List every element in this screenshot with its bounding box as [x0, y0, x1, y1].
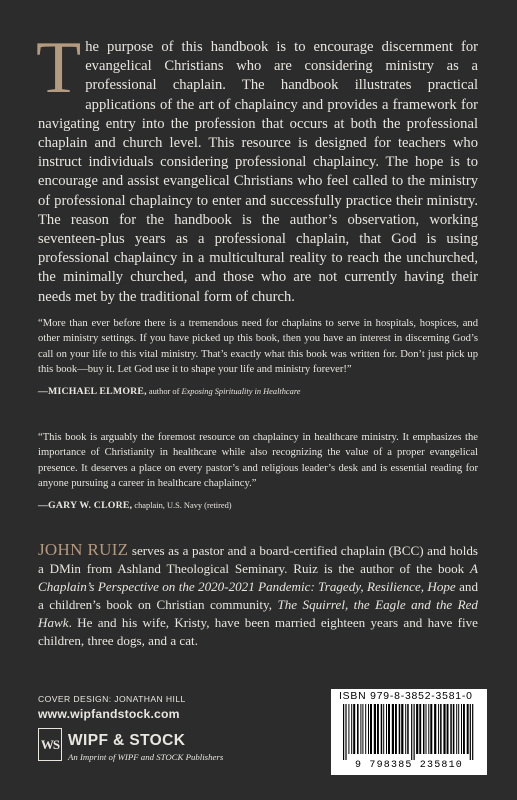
bio-book-2: The Squirrel, the Eagle and the Red Hawk — [38, 597, 478, 631]
endorsement-2-attribution — [38, 498, 478, 513]
barcode-bar — [399, 704, 401, 754]
barcode-bar — [381, 704, 383, 754]
barcode-bar — [383, 704, 384, 754]
endorsement-2-quote: “This book is arguably the foremost resource on chaplaincy in healthcare ministry. It emphasizes the importance of Christianity in healthcare while also recognizing the value of a proper evangelical presence. It deserves a place on every pastor’s and religious leader’s desk and is essential reading for anyone pursuing a career in healthcare chaplaincy.” — [38, 432, 478, 490]
barcode-bar — [345, 704, 346, 760]
barcode-bar — [416, 704, 418, 754]
barcode-bar — [405, 704, 406, 754]
endorsement-1-quote: “More than ever before there is a tremendous need for chaplains to serve in hospitals, hospices, and other ministry settings. If you have picked up this book, then you have an interest in discerning God’s call on your life to this vital ministry. That’s exactly what this book was written for. Don’t just pick up this book—buy it. Let God use it to shape your life and ministry forever!” — [38, 318, 478, 376]
endorsement-2-name: —GARY W. CLORE, — [38, 499, 133, 511]
barcode-bar — [414, 704, 415, 760]
barcode-bar — [377, 704, 379, 754]
bio-text-1: serves as a pastor and a board-certified chaplain (BCC) and holds a DMin from Ashland Theological Seminary. Ruiz is the author of the book — [38, 543, 478, 577]
isbn-label: ISBN 979-8-3852-3581-0 — [339, 691, 473, 702]
barcode-bar — [428, 704, 429, 754]
barcode-bar — [443, 704, 445, 754]
barcode-bar — [374, 704, 376, 754]
description-text: he purpose of this handbook is to encourage discernment for evangelical Christians who are considering ministry as a professional chaplain. The handbook illustrates practical applications of the art of chaplaincy and provides a framework for navigating entry into the profession that occurs at both the professional chaplain and church level. This resource is designed for teachers who instruct individuals considering professional chaplaincy. The hope is to encourage and assist evangelical Christians who feel called to the ministry of professional chaplaincy to enter and successfully practice their ministry. The reason for the handbook is the author’s observation, working seventeen-plus years as a professional chaplain, that God is using professional chaplaincy in a multicultural reality to reach the unchurched, the minimally churched, and those who are not currently having their needs met by the traditional form of church. — [38, 39, 478, 305]
barcode-bar — [353, 704, 355, 754]
barcode-bar — [423, 704, 425, 754]
endorsement-1 — [38, 316, 478, 399]
barcode-bar — [450, 704, 452, 754]
author-bio — [38, 541, 478, 651]
barcode-bar — [386, 704, 387, 754]
publisher-name: WIPF & STOCK — [68, 732, 186, 749]
barcode-bar — [343, 704, 344, 760]
barcode-bar — [401, 704, 403, 754]
barcode-bar — [392, 704, 394, 754]
author-name: JOHN RUIZ — [38, 540, 129, 559]
endorsement-1-name: —MICHAEL ELMORE, — [38, 385, 147, 397]
barcode-bar — [348, 704, 349, 754]
barcode-digits: 9 798385 235810 — [354, 760, 463, 771]
barcode-bar — [453, 704, 455, 754]
barcode-bar — [388, 704, 390, 754]
description-paragraph — [36, 27, 478, 307]
barcode-bar — [463, 704, 465, 754]
bio-text-2: and a children’s book on Christian community, — [38, 579, 478, 613]
barcode-bar — [434, 704, 436, 754]
barcode-bar — [368, 704, 369, 754]
barcode-bar — [461, 704, 462, 754]
barcode-bar — [395, 704, 397, 754]
barcode-bar — [351, 704, 352, 754]
barcode-bar — [407, 704, 409, 754]
barcode — [331, 689, 487, 775]
barcode-bars-icon — [343, 704, 475, 760]
barcode-bar — [440, 704, 442, 754]
barcode-bar — [472, 704, 473, 760]
barcode-bar — [430, 704, 432, 754]
drop-cap: T — [36, 27, 82, 109]
barcode-bar — [438, 704, 439, 754]
barcode-bar — [419, 704, 421, 754]
barcode-bar — [411, 704, 412, 760]
barcode-bar — [357, 704, 359, 754]
publisher-logo-icon — [38, 728, 62, 761]
logo-letters: WS — [40, 736, 60, 752]
endorsement-2-role: chaplain, U.S. Navy (retired) — [132, 500, 232, 510]
barcode-bar — [362, 704, 363, 754]
barcode-bar — [456, 704, 457, 754]
publisher-imprint: An Imprint of WIPF and STOCK Publishers — [68, 752, 224, 762]
endorsement-1-attribution — [38, 384, 478, 399]
barcode-bar — [447, 704, 449, 754]
barcode-bar — [370, 704, 372, 754]
barcode-bar — [365, 704, 366, 754]
cover-design-credit: COVER DESIGN: JONATHAN HILL — [38, 694, 186, 704]
publisher-website[interactable]: www.wipfandstock.com — [38, 707, 180, 721]
endorsement-1-role: author of — [146, 386, 182, 396]
bio-book-1: A Chaplain’s Perspective on the 2020-2021 Pandemic: Tragedy, Resilience, Hope — [38, 561, 478, 595]
bio-text-3: . He and his wife, Kristy, have been married eighteen years and have five children, three dogs, and a cat. — [38, 615, 478, 649]
barcode-bar — [360, 704, 361, 754]
endorsement-1-work: Exposing Spirituality in Healthcare — [181, 386, 301, 396]
barcode-bar — [426, 704, 427, 754]
endorsement-2 — [38, 430, 478, 513]
barcode-bar — [458, 704, 459, 754]
barcode-bar — [467, 704, 469, 754]
barcode-bar — [470, 704, 471, 760]
